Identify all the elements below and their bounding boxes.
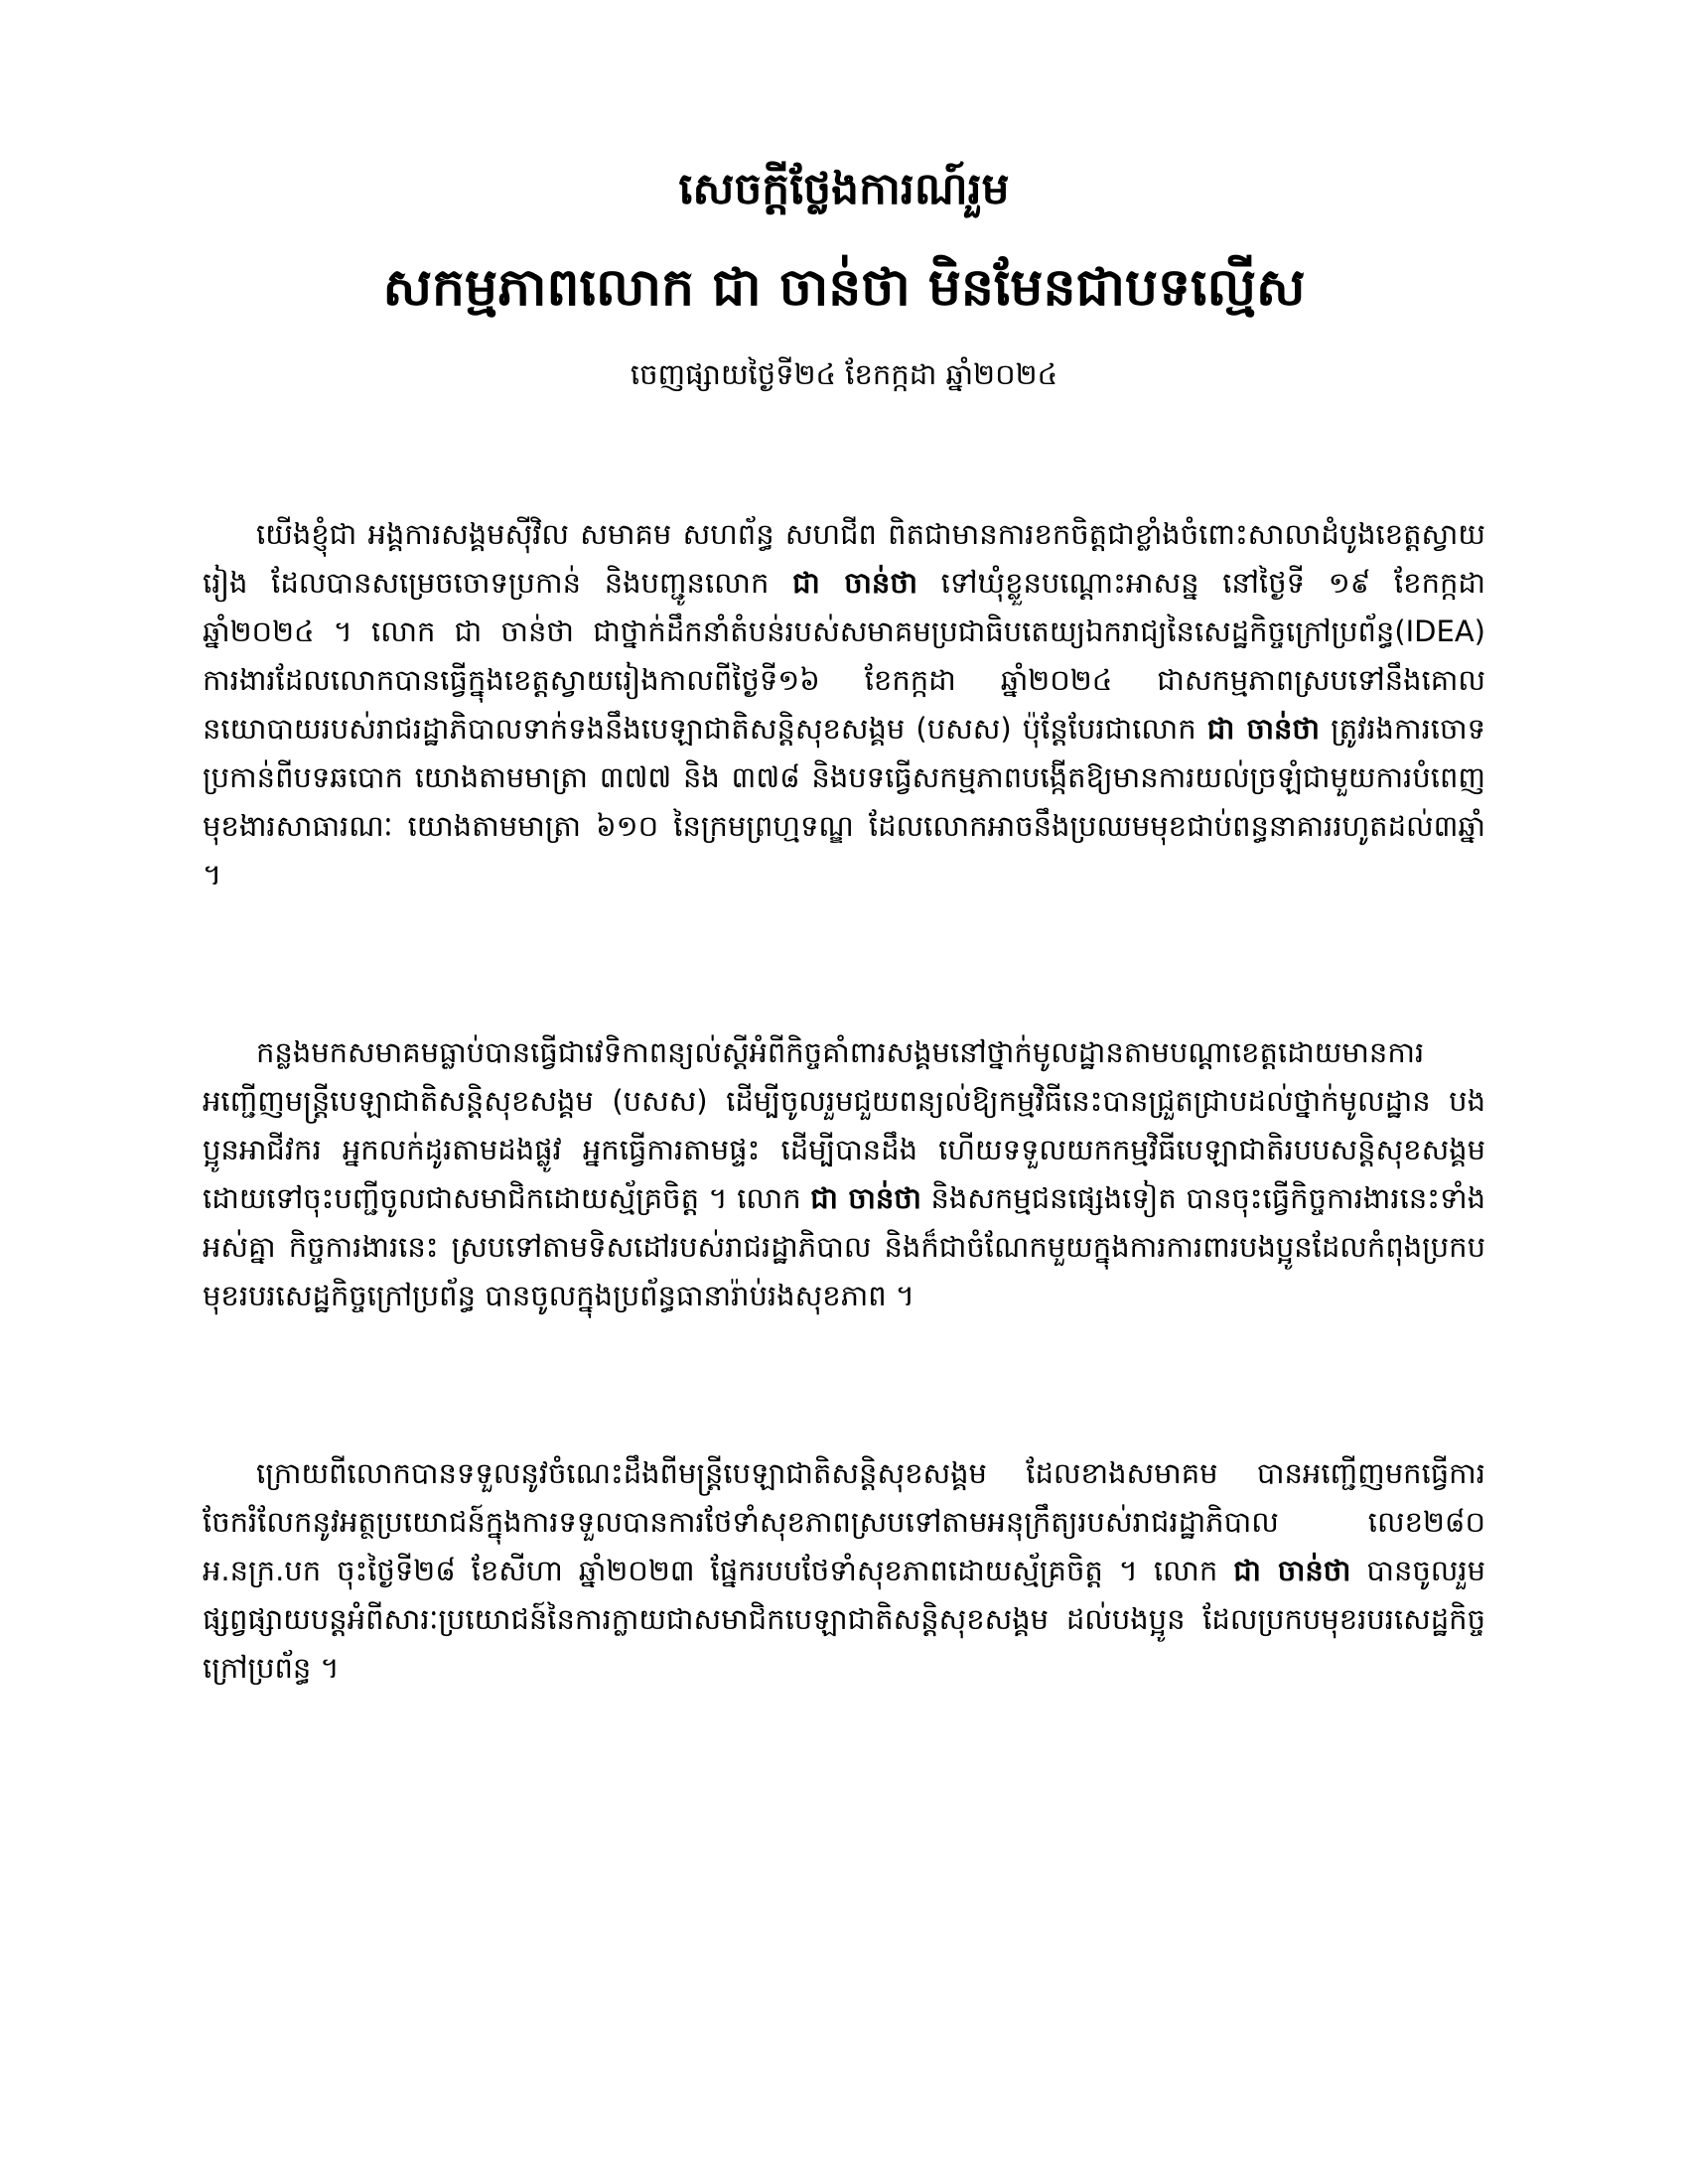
person-name-bold: ជា ចាន់ថា bbox=[792, 566, 917, 600]
publication-date: ចេញផ្សាយថ្ងៃទី២៤ ខែកក្កដា ឆ្នាំ២០២៤ bbox=[630, 357, 1058, 391]
document-body bbox=[203, 510, 1485, 1693]
paragraph-text: យើងខ្ញុំជា អង្គការសង្គមស៊ីវិល សមាគម សហព័ន្ធ សហជីព ពិតជាមានការខកចិត្តជាខ្លាំងចំពោះសាលាដំបូងខេត្តស្វាយរៀង ដែលបានសម្រេចចោទប្រកាន់ និងបញ្ជូនលោក bbox=[203, 517, 1485, 600]
paragraph-2 bbox=[203, 1028, 1485, 1320]
paragraph-3 bbox=[203, 1449, 1485, 1693]
paragraph-text: ត្រូវរងការចោទប្រកាន់ពីបទឆបោក យោងតាមមាត្រា ៣៧៧ និង ៣៧៨ និងបទធ្វើសកម្មភាពបង្កើតឱ្យមានការយល់ច្រឡំជាមួយការបំពេញមុខងារសាធារណៈ យោងតាមមាត្រា ៦១០ នៃក្រមព្រហ្មទណ្ឌ ដែលលោកអាចនឹងប្រឈមមុខជាប់ពន្ធនាគាររហូតដល់៣ឆ្នាំ ។ bbox=[203, 712, 1486, 891]
paragraph-text: ទៅឃុំខ្លួនបណ្តោះអាសន្ន នៅថ្ងៃទី ១៩ ខែកក្កដា ឆ្នាំ២០២៤ ។ លោក ជា ចាន់ថា ជាថ្នាក់ដឹកនាំតំបន់របស់សមាគមប្រជាធិបតេយ្យឯករាជ្យនៃសេដ្ឋកិច្ចក្រៅប្រព័ន្ធ(IDEA) ការងារដែលលោកបានធ្វើក្នុងខេត្តស្វាយរៀងកាលពីថ្ងៃទី១៦ ខែកក្កដា ឆ្នាំ២០២៤ ជាសកម្មភាពស្របទៅនឹងគោលនយោបាយរបស់រាជរដ្ឋាភិបាលទាក់ទងនឹងបេឡាជាតិសន្តិសុខសង្គម (បសស) ប៉ុន្តែបែរជាលោក bbox=[203, 566, 1485, 746]
paragraph-1 bbox=[203, 510, 1485, 899]
paragraph-text: កន្លងមកសមាគមធ្លាប់បានធ្វើជាវេទិកាពន្យល់ស្តីអំពីកិច្ចគាំពារសង្គមនៅថ្នាក់មូលដ្ឋានតាមបណ្តាខេត្តដោយមានការអញ្ជើញមន្ត្រីបេឡាជាតិសន្តិសុខសង្គម (បសស) ដើម្បីចូលរួមជួយពន្យល់ឱ្យកម្មវិធីនេះបានជ្រួតជ្រាបដល់ថ្នាក់មូលដ្ឋាន បងប្អូនអាជីវករ អ្នកលក់ដូរតាមដងផ្លូវ អ្នកធ្វើការតាមផ្ទះ ដើម្បីបានដឹង ហើយទទួលយកកម្មវិធីបេឡាជាតិរបបសន្តិសុខសង្គម ដោយទៅចុះបញ្ជីចូលជាសមាជិកដោយស្ម័គ្រចិត្ត ។ លោក bbox=[203, 1035, 1485, 1215]
paragraph-text: និងសកម្មជនផ្សេងទៀត បានចុះធ្វើកិច្ចការងារនេះទាំងអស់គ្នា កិច្ចការងារនេះ ស្របទៅតាមទិសដៅរបស់រាជរដ្ឋាភិបាល និងក៏ជាចំណែកមួយក្នុងការការពារបងប្អូនដែលកំពុងប្រកបមុខរបរសេដ្ឋកិច្ចក្រៅប្រព័ន្ធ បានចូលក្នុងប្រព័ន្ធធានារ៉ាប់រងសុខភាព ។ bbox=[203, 1181, 1485, 1312]
person-name-bold: ជា ចាន់ថា bbox=[810, 1181, 921, 1215]
person-name-bold: ជា ចាន់ថា bbox=[1233, 1554, 1351, 1587]
person-name-bold: ជា ចាន់ថា bbox=[1206, 712, 1320, 746]
paragraph-text: បានចូលរួមផ្សព្វផ្សាយបន្តអំពីសារៈប្រយោជន៍នៃការក្លាយជាសមាជិកបេឡាជាតិសន្តិសុខសង្គម ដល់បងប្អូន ដែលប្រកបមុខរបរសេដ្ឋកិច្ចក្រៅប្រព័ន្ធ ។ bbox=[203, 1554, 1485, 1685]
paragraph-text: ក្រោយពីលោកបានទទួលនូវចំណេះដឹងពីមន្ត្រីបេឡាជាតិសន្តិសុខសង្គម ដែលខាងសមាគម បានអញ្ជើញមកធ្វើការចែករំលែកនូវអត្ថប្រយោជន៍ក្នុងការទទួលបានការថែទាំសុខភាពស្របទៅតាមអនុក្រឹត្យរបស់រាជរដ្ឋាភិបាល លេខ២៨០ អ.នក្រ.បក ចុះថ្ងៃទី២៨ ខែសីហា ឆ្នាំ២០២៣ ផ្នែករបបថែទាំសុខភាពដោយស្ម័គ្រចិត្ត ។ លោក bbox=[203, 1456, 1485, 1587]
document-headline: សកម្មភាពលោក ជា ចាន់ថា មិនមែនជាបទល្មើស bbox=[382, 258, 1306, 318]
document-title: សេចក្តីថ្លែងការណ៍រួម bbox=[678, 164, 1010, 214]
